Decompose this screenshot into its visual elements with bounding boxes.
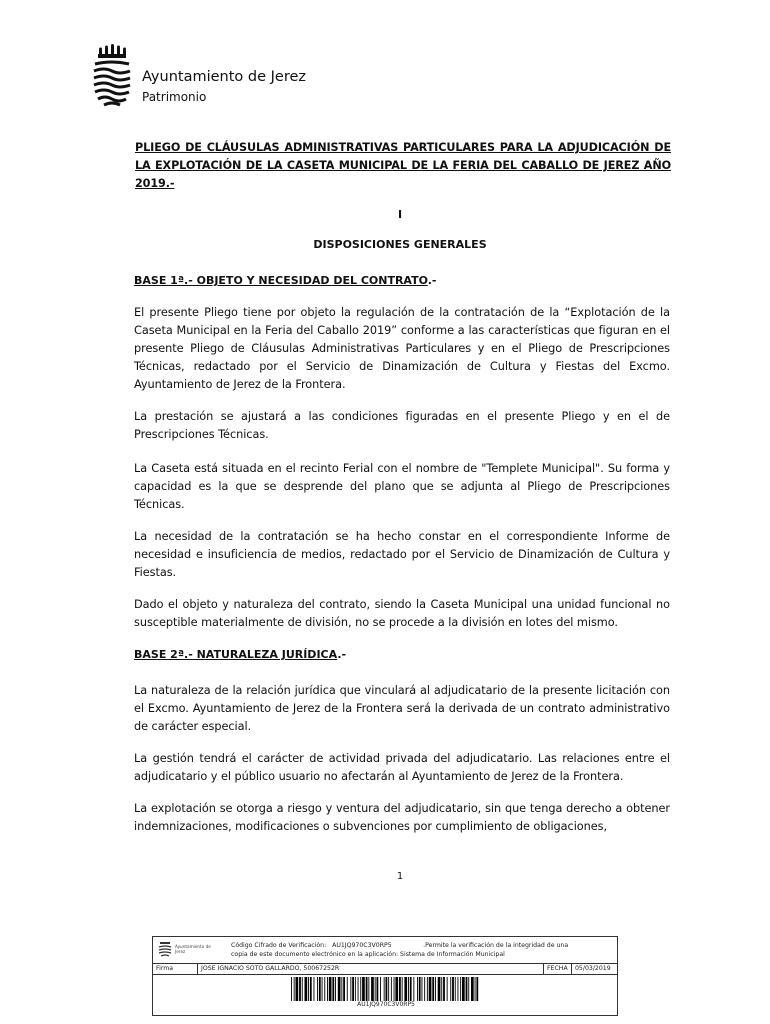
barcode-bar [458,977,459,1001]
base-2-paragraph-2: La gestión tendrá el carácter de actividad privada del adjudicatario. Las relaciones entre el adjudicatario y el público usuario no afectarán al Ayuntamiento de Jerez de la Frontera. [134,752,670,783]
barcode-bar [422,977,423,1001]
barcode-bar [408,977,409,1001]
barcode-bar [427,977,428,1001]
barcode [291,977,481,1001]
barcode-bar [388,977,389,1001]
barcode-bar [305,977,308,1001]
barcode-bar [355,977,356,1001]
barcode-bar [462,977,465,1001]
barcode-bar [450,977,451,1001]
base-1-paragraph-1: El presente Pliego tiene por objeto la regulación de la contratación de la “Explotación de la Caseta Municipal en la Feria del Caballo 2019” conforme a las características que figuran en el presente Pliego de Cláusulas Administrativas Particulares y en el Pliego de Prescripciones Técnicas, redactado por el Servicio de Dinamización de Cultura y Fiestas del Excmo. Ayuntamiento de Jerez de la Frontera. [134,306,670,391]
barcode-bar [352,977,354,1001]
org-name: Ayuntamiento de Jerez [142,69,307,85]
barcode-bar [419,977,421,1001]
barcode-bar [302,977,303,1001]
base-1-paragraph-2: La prestación se ajustará a las condiciones figuradas en el presente Pliego y en el de Prescripciones Técnicas. [134,410,670,441]
barcode-bar [441,977,442,1001]
barcode-bar [360,977,361,1001]
verification-line-2: copia de este documento electrónico en la aplicación: Sistema de Información Municipal [231,951,505,958]
barcode-bar [399,977,401,1001]
base-1-heading-text: BASE 1ª.- OBJETO Y NECESIDAD DEL CONTRATO [134,274,428,287]
base-1-paragraph-3: La Caseta está situada en el recinto Ferial con el nombre de "Templete Municipal". Su forma y capacidad es la que se desprende del plano que se adjunta al Pliego de Prescripciones Técnicas. [134,462,670,511]
section-number: I [397,208,403,221]
barcode-bar [317,977,318,1001]
barcode-code: AU1JQ970C3V0RP5 [357,1001,415,1008]
page-number: 1 [396,871,404,882]
barcode-bar [475,977,476,1001]
barcode-bar [371,977,374,1001]
firma-label: Firma [156,965,174,972]
base-2-heading-suffix: .- [337,648,347,661]
verification-logo-text: Ayuntamiento de Jerez [175,944,211,954]
barcode-bar [314,977,315,1001]
barcode-bar [417,977,418,1001]
barcode-bar [296,977,299,1001]
section-title: DISPOSICIONES GENERALES [313,238,487,251]
document-title: PLIEGO DE CLÁUSULAS ADMINISTRATIVAS PARTICULARES PARA LA ADJUDICACIÓN DE LA EXPLOTACIÓN DE LA CASETA MUNICIPAL DE LA FERIA DEL CABALLO DE JEREZ AÑO 2019.- [135,141,671,190]
fecha-label: FECHA [543,963,571,974]
base-1-paragraph-4: La necesidad de la contratación se ha hecho constar en el correspondiente Informe de necesidad e insuficiencia de medios, redactado por el Servicio de Dinamización de Cultura y Fiestas. [134,530,670,579]
barcode-bar [443,977,445,1001]
barcode-bar [310,977,312,1001]
ayuntamiento-crest-icon [92,44,132,110]
barcode-bar [429,977,432,1001]
barcode-bar [347,977,348,1001]
signer-name: JOSE IGNACIO SOTO GALLARDO, 50067252R [197,963,543,974]
barcode-bar [424,977,425,1001]
barcode-bar [402,977,403,1001]
barcode-bar [324,977,325,1001]
base-1-heading-suffix: .- [427,274,437,287]
barcode-bar [395,977,398,1001]
barcode-bar [350,977,351,1001]
barcode-bar [343,977,345,1001]
barcode-bar [404,977,407,1001]
barcode-bar [291,977,292,1001]
barcode-bar [466,977,468,1001]
barcode-bar [375,977,376,1001]
barcode-bar [358,977,359,1001]
barcode-bar [366,977,368,1001]
barcode-bar [460,977,461,1001]
barcode-bar [380,977,381,1001]
fecha-value: 05/03/2019 [571,963,617,974]
base-1-heading [134,274,436,287]
base-2-paragraph-1: La naturaleza de la relación jurídica que vinculará al adjudicatario de la presente licitación con el Excmo. Ayuntamiento de Jerez de la Frontera será la derivada de un contrato administrativo de carácter especial. [134,684,670,733]
base-2-paragraph-3: La explotación se otorga a riesgo y ventura del adjudicatario, sin que tenga derecho a obtener indemnizaciones, modificaciones o subvenciones por cumplimiento de obligaciones, [134,802,670,833]
barcode-bar [394,977,395,1001]
barcode-bar [362,977,365,1001]
barcode-bar [299,977,301,1001]
page-header [92,44,392,114]
barcode-bar [332,977,334,1001]
verification-signature-row [153,963,617,975]
barcode-bar [455,977,456,1001]
barcode-bar [319,977,321,1001]
base-1-paragraph-5: Dado el objeto y naturaleza del contrato, siendo la Caseta Municipal una unidad funcional no susceptible materialmente de división, no se procede a la división en lotes del mismo. [134,598,670,629]
barcode-bar [413,977,414,1001]
barcode-bar [368,977,369,1001]
barcode-bar [327,977,328,1001]
barcode-bar [435,977,436,1001]
barcode-bar [329,977,332,1001]
barcode-bar [341,977,342,1001]
barcode-bar [410,977,412,1001]
base-2-heading-text: BASE 2ª.- NATURALEZA JURÍDICA [134,648,338,661]
barcode-bar [308,977,309,1001]
barcode-bar [377,977,379,1001]
barcode-bar [384,977,385,1001]
barcode-bar [432,977,434,1001]
barcode-bar [386,977,388,1001]
verification-line-1: Código Cifrado de Verificación: AU1JQ970C3V0RP5 .Permite la verificación de la integridad de una [231,942,569,949]
verification-text [231,941,611,959]
base-2-heading [134,648,346,661]
org-department: Patrimonio [142,90,207,104]
barcode-bar [471,977,474,1001]
barcode-bar [452,977,454,1001]
barcode-bar [438,977,441,1001]
barcode-bar [338,977,341,1001]
verification-header-row [153,937,617,964]
barcode-bar [447,977,448,1001]
barcode-bar [294,977,295,1001]
verification-crest-icon [157,940,173,960]
barcode-bar [468,977,469,1001]
verification-box [152,936,618,1016]
barcode-bar [391,977,392,1001]
barcode-bar [335,977,336,1001]
barcode-bar [322,977,323,1001]
barcode-bar [476,977,478,1001]
